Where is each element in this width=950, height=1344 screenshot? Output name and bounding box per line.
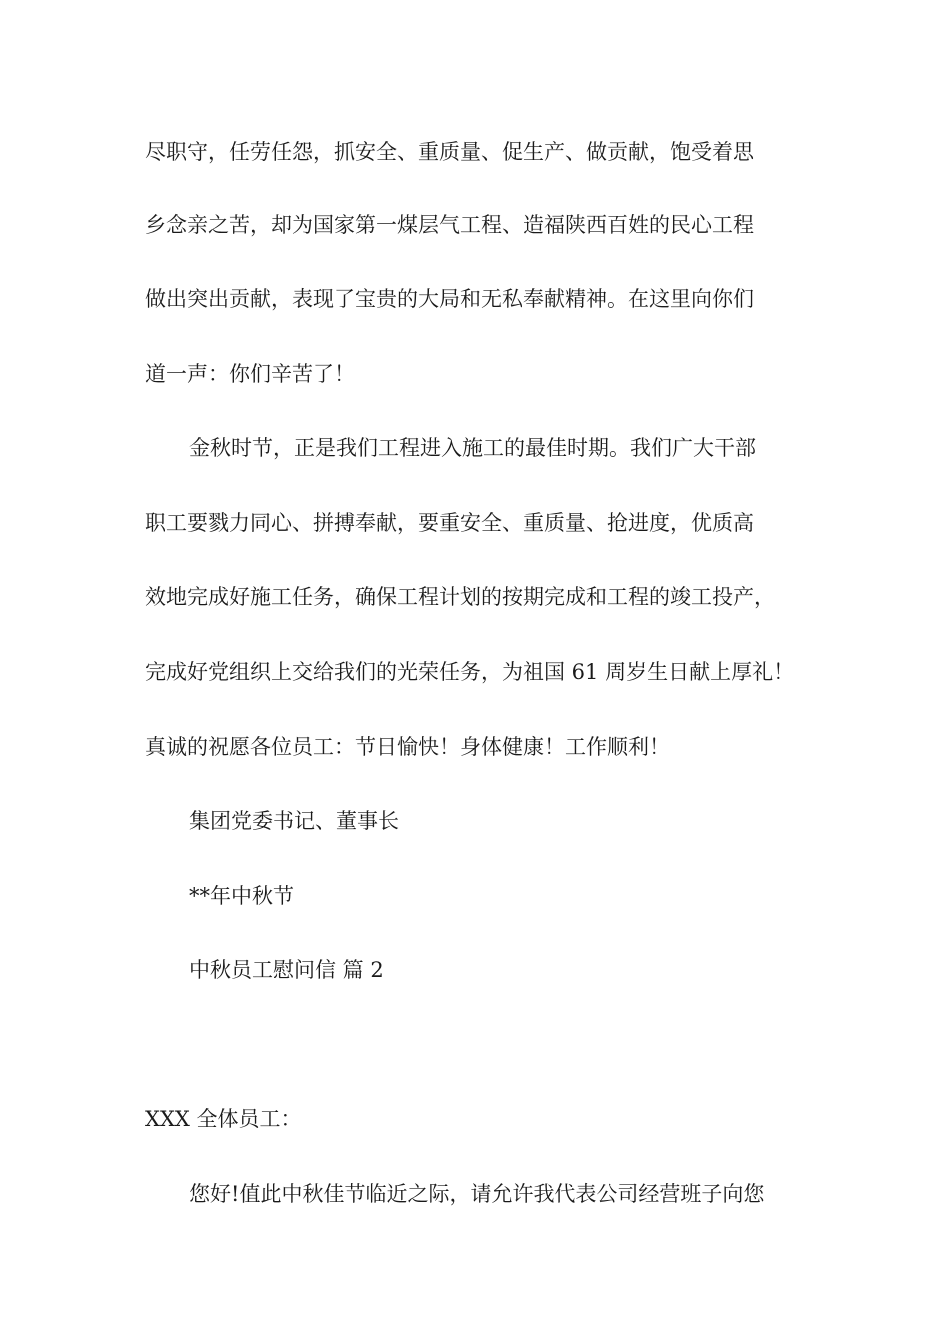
body-line: 真诚的祝愿各位员工：节日愉快！身体健康！工作顺利！ (145, 735, 670, 759)
section-heading: 中秋员工慰问信 篇 2 (189, 958, 384, 982)
signature-title: 集团党委书记、董事长 (189, 809, 399, 833)
body-line: 效地完成好施工任务，确保工程计划的按期完成和工程的竣工投产， (145, 585, 775, 609)
body-line: 做出突出贡献，表现了宝贵的大局和无私奉献精神。在这里向你们 (145, 287, 754, 311)
body-line: 尽职守，任劳任怨，抓安全、重质量、促生产、做贡献，饱受着思 (145, 140, 754, 164)
body-line: 道一声：你们辛苦了！ (145, 362, 355, 386)
body-line: 完成好党组织上交给我们的光荣任务，为祖国 61 周岁生日献上厚礼！ (145, 660, 795, 684)
paragraph-start-line: 金秋时节，正是我们工程进入施工的最佳时期。我们广大干部 (189, 436, 756, 460)
body-line: 职工要戮力同心、拼搏奉献，要重安全、重质量、抢进度，优质高 (145, 511, 754, 535)
paragraph-start-line: 您好!值此中秋佳节临近之际，请允许我代表公司经营班子向您 (189, 1182, 765, 1206)
signature-date: **年中秋节 (189, 884, 294, 908)
body-line: 乡念亲之苦，却为国家第一煤层气工程、造福陕西百姓的民心工程 (145, 213, 754, 237)
salutation: XXX 全体员工： (145, 1107, 302, 1131)
